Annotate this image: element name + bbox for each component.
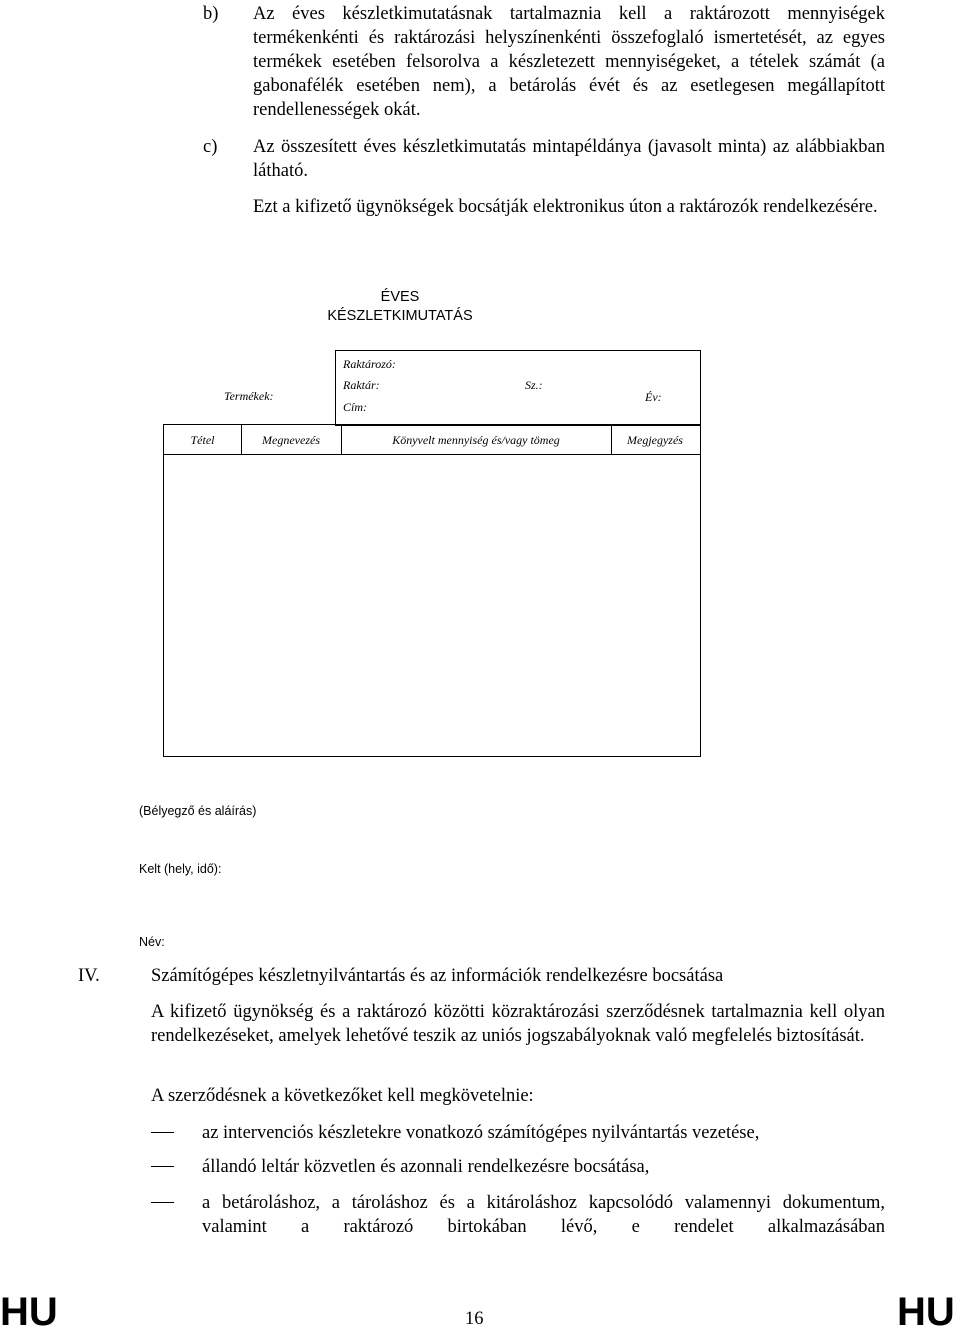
section-para-1: A kifizető ügynökség és a raktározó közötti közraktározási szerződésnek tartalmaznia kell olyan rendelkezéseket, amelyek lehetővé teszik az uniós jogszabályoknak való megfelelés biztosítását.	[151, 1002, 885, 1046]
raktarozo-label: Raktározó:	[343, 357, 396, 371]
item-c-label: c)	[203, 137, 218, 157]
table-header-divider	[164, 454, 700, 455]
inventory-table	[163, 424, 701, 757]
sz-label: Sz.:	[525, 378, 543, 392]
raktar-label: Raktár:	[343, 378, 380, 392]
nev-label: Név:	[139, 935, 165, 949]
dash-3-icon	[151, 1202, 174, 1203]
section-para-2: A szerződésnek a következőket kell megkövetelnie:	[151, 1086, 534, 1106]
kelt-label: Kelt (hely, idő):	[139, 862, 222, 876]
page-number: 16	[465, 1309, 484, 1329]
bullet-1: az intervenciós készletekre vonatkozó számítógépes nyilvántartás vezetése,	[202, 1123, 760, 1143]
dash-1-icon	[151, 1132, 174, 1133]
item-c-text-2: Ezt a kifizető ügynökségek bocsátják elektronikus úton a raktározók rendelkezésére.	[253, 197, 878, 217]
dash-2-icon	[151, 1166, 174, 1167]
col-megnevezes: Megnevezés	[262, 433, 320, 447]
footer-hu-right: HU	[897, 1290, 955, 1334]
form-title-line-1: ÉVES	[380, 289, 420, 305]
section-heading: Számítógépes készletnyilvántartás és az információk rendelkezésre bocsátása	[151, 966, 724, 986]
termekek-label: Termékek:	[224, 389, 274, 403]
col-megjegyzes: Megjegyzés	[627, 433, 683, 447]
bullet-2: állandó leltár közvetlen és azonnali rendelkezésre bocsátása,	[202, 1157, 650, 1177]
cim-label: Cím:	[343, 400, 367, 414]
section-number: IV.	[78, 966, 100, 986]
form-title	[300, 288, 500, 326]
bullet-3: a betároláshoz, a tároláshoz és a kitároláshoz kapcsolódó valamennyi dokumentum, valamint a raktározó birtokában lévő, e rendelet alkalmazásában	[202, 1193, 885, 1237]
form-title-line-2: KÉSZLETKIMUTATÁS	[327, 308, 473, 324]
item-b-label: b)	[203, 4, 219, 24]
item-b-text: Az éves készletkimutatásnak tartalmaznia kell a raktározott mennyiségek termékenkénti és raktározási helyszínenkénti összefoglaló ismertetését, az egyes termékek esetében felsorolva a készletezett mennyiségeket, a tételek számát (a gabonafélék esetében nem), a betárolás évét és az esetlegesen megállapított rendellenességek okát.	[253, 4, 885, 120]
col-konyvelt: Könyvelt mennyiség és/vagy tömeg	[392, 433, 560, 447]
item-c-text: Az összesített éves készletkimutatás mintapéldánya (javasolt minta) az alábbiakban látható.	[253, 137, 885, 181]
ev-label: Év:	[645, 390, 662, 404]
col-tetel: Tétel	[190, 433, 215, 447]
footer-hu-left: HU	[0, 1290, 58, 1334]
stamp-label: (Bélyegző és aláírás)	[139, 804, 257, 818]
